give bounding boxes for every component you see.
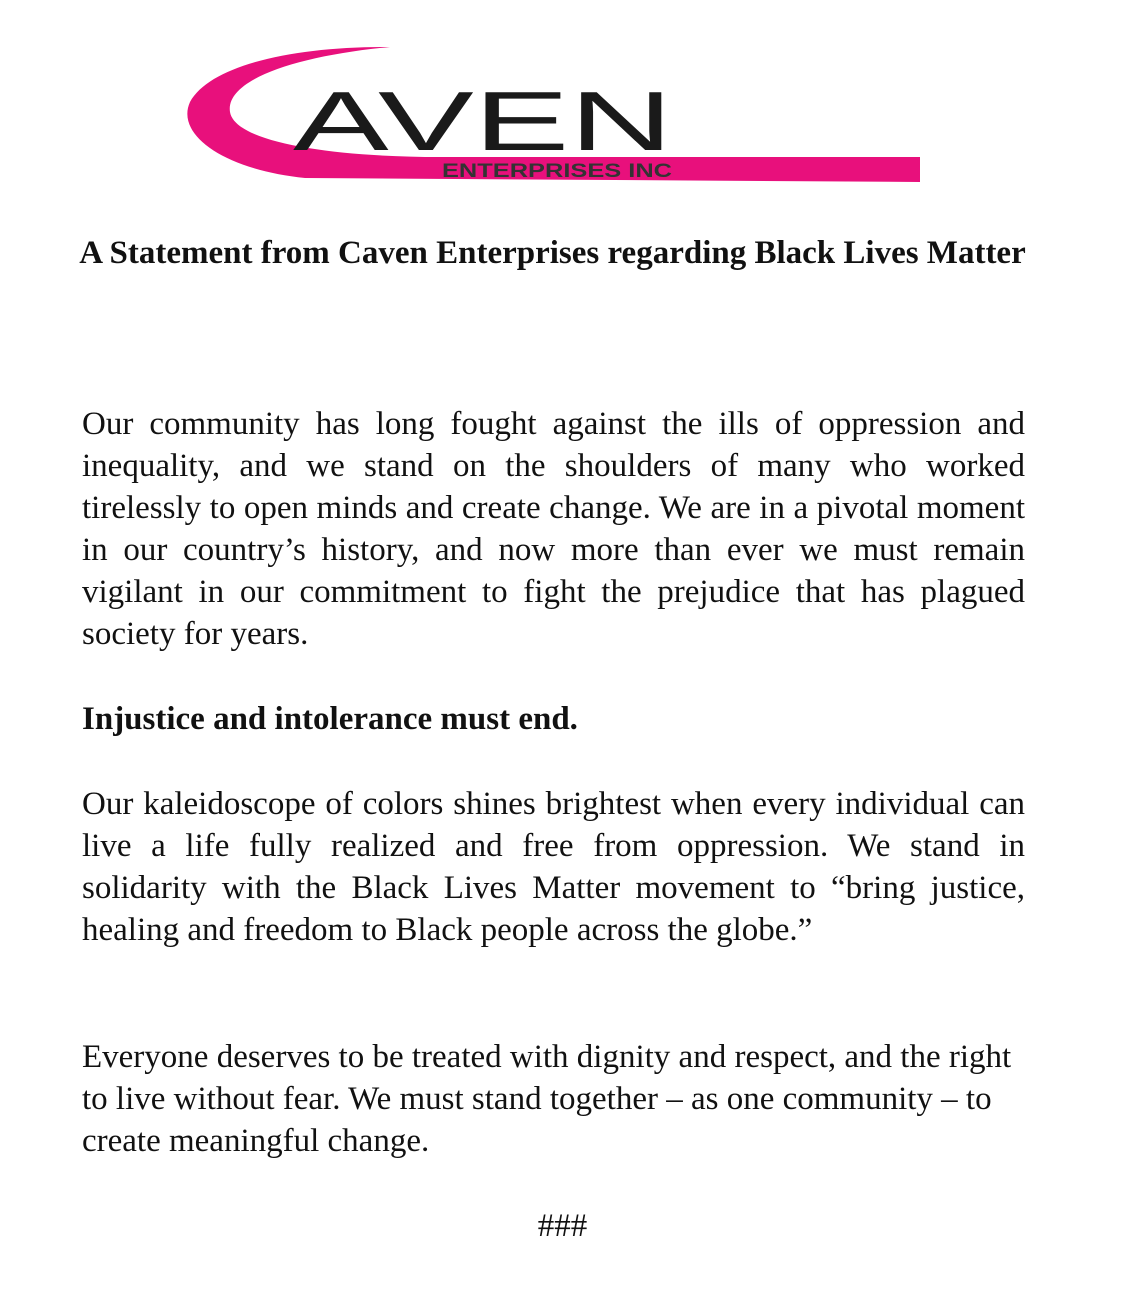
caven-logo xyxy=(185,40,925,190)
logo-wordmark: AVEN xyxy=(293,74,673,168)
paragraph-dignity: Everyone deserves to be treated with dignity and respect, and the right to live without fear. We must stand together – as one community – to create meaningful change. xyxy=(82,1039,1012,1159)
logo-graphic xyxy=(185,40,925,190)
logo-tagline: ENTERPRISES INC xyxy=(442,161,673,182)
statement-title: A Statement from Caven Enterprises regarding Black Lives Matter xyxy=(79,235,1026,271)
end-mark: ### xyxy=(537,1208,588,1244)
paragraph-solidarity: Our kaleidoscope of colors shines brightest when every individual can live a life fully realized and free from oppression. We stand in solidarity with the Black Lives Matter movement to “bring justice, healing and freedom to Black people across the globe.” xyxy=(82,786,1025,948)
paragraph-injustice: Injustice and intolerance must end. xyxy=(82,701,578,737)
paragraph-oppression: Our community has long fought against the ills of oppression and inequality, and we stand on the shoulders of many who worked tirelessly to open minds and create change. We are in a pivotal moment in our country’s history, and now more than ever we must remain vigilant in our commitment to fight the prejudice that has plagued society for years. xyxy=(82,406,1025,652)
